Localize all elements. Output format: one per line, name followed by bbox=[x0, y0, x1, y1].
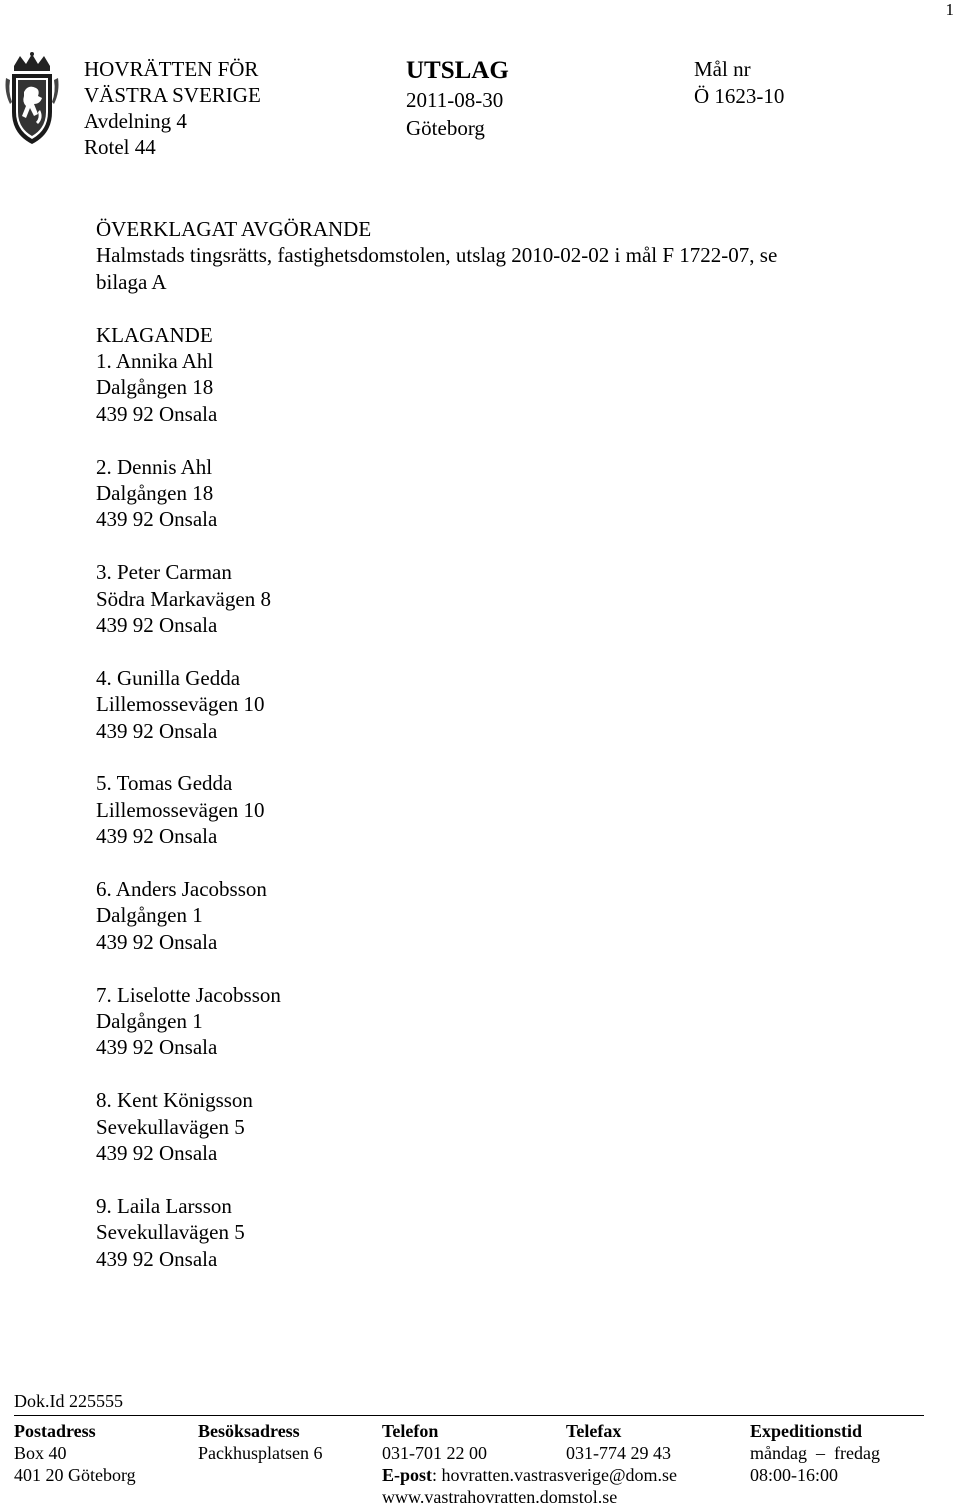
party-postal: 439 92 Onsala bbox=[96, 824, 218, 849]
court-rotel: Rotel 44 bbox=[84, 135, 156, 159]
expeditionstid-label: Expeditionstid bbox=[750, 1421, 863, 1441]
party-name: 8. Kent Königsson bbox=[96, 1088, 253, 1113]
party-spacer bbox=[96, 427, 876, 453]
postadress-label: Postadress bbox=[14, 1421, 96, 1441]
telefon-value: 031-701 22 00 bbox=[382, 1443, 487, 1463]
court-line-1: HOVRÄTTEN FÖR bbox=[84, 57, 259, 81]
party-name: 1. Annika Ahl bbox=[96, 349, 214, 374]
party-street: Södra Markavägen 8 bbox=[96, 586, 271, 611]
party-entry bbox=[96, 665, 876, 744]
email-value[interactable]: : hovratten.vastrasverige@dom.se bbox=[432, 1465, 678, 1485]
case-number-block bbox=[694, 56, 784, 110]
party-spacer bbox=[96, 638, 876, 664]
party-entry bbox=[96, 559, 876, 638]
days-dash: – bbox=[816, 1443, 825, 1463]
party-postal: 439 92 Onsala bbox=[96, 613, 218, 638]
party-postal: 439 92 Onsala bbox=[96, 1246, 218, 1271]
party-name: 7. Liselotte Jacobsson bbox=[96, 982, 281, 1007]
party-spacer bbox=[96, 1167, 876, 1193]
party-entry bbox=[96, 1087, 876, 1166]
postadress-line-2: 401 20 Göteborg bbox=[14, 1465, 136, 1485]
party-name: 9. Laila Larsson bbox=[96, 1193, 232, 1218]
besoksadress-line-1: Packhusplatsen 6 bbox=[198, 1443, 323, 1463]
party-postal: 439 92 Onsala bbox=[96, 718, 218, 743]
party-street: Dalgången 18 bbox=[96, 481, 214, 506]
party-name: 5. Tomas Gedda bbox=[96, 771, 233, 796]
appellants-heading: KLAGANDE bbox=[96, 322, 213, 347]
party-spacer bbox=[96, 533, 876, 559]
coat-of-arms-icon bbox=[4, 52, 60, 148]
party-postal: 439 92 Onsala bbox=[96, 1141, 218, 1166]
party-spacer bbox=[96, 1061, 876, 1087]
document-type: UTSLAG bbox=[406, 57, 509, 84]
telefon-label: Telefon bbox=[382, 1421, 439, 1441]
appealed-decision-line-1: Halmstads tingsrätts, fastighetsdomstolen, utslag 2010-02-02 i mål F 1722-07, se bbox=[96, 243, 778, 268]
court-name-block bbox=[84, 56, 261, 160]
party-name: 4. Gunilla Gedda bbox=[96, 665, 241, 690]
party-street: Sevekullavägen 5 bbox=[96, 1114, 245, 1139]
party-spacer bbox=[96, 850, 876, 876]
court-line-2: VÄSTRA SVERIGE bbox=[84, 83, 261, 107]
party-name: 3. Peter Carman bbox=[96, 560, 232, 585]
document-body bbox=[96, 216, 876, 1272]
party-name: 2. Dennis Ahl bbox=[96, 454, 213, 479]
postadress-line-1: Box 40 bbox=[14, 1443, 67, 1463]
expeditionstid-hours: 08:00-16:00 bbox=[750, 1465, 838, 1485]
party-entry bbox=[96, 348, 876, 427]
party-street: Dalgången 1 bbox=[96, 903, 203, 928]
party-name: 6. Anders Jacobsson bbox=[96, 877, 267, 902]
party-street: Sevekullavägen 5 bbox=[96, 1220, 245, 1245]
appealed-decision-line-2: bilaga A bbox=[96, 269, 167, 294]
email-line bbox=[382, 1464, 677, 1486]
party-entry bbox=[96, 1193, 876, 1272]
case-number: Ö 1623-10 bbox=[694, 84, 785, 108]
appellants-list bbox=[96, 348, 876, 1272]
party-postal: 439 92 Onsala bbox=[96, 1035, 218, 1060]
party-postal: 439 92 Onsala bbox=[96, 401, 218, 426]
telefax-label: Telefax bbox=[566, 1421, 622, 1441]
document-date: 2011-08-30 bbox=[406, 88, 504, 112]
appealed-decision-heading: ÖVERKLAGAT AVGÖRANDE bbox=[96, 217, 372, 241]
days-from: måndag bbox=[750, 1443, 807, 1463]
party-street: Dalgången 1 bbox=[96, 1009, 203, 1034]
party-entry bbox=[96, 876, 876, 955]
party-postal: 439 92 Onsala bbox=[96, 929, 218, 954]
court-division: Avdelning 4 bbox=[84, 109, 187, 133]
document-city: Göteborg bbox=[406, 116, 485, 140]
document-id: Dok.Id 225555 bbox=[14, 1391, 123, 1411]
telefax-value: 031-774 29 43 bbox=[566, 1443, 671, 1463]
party-street: Dalgången 18 bbox=[96, 375, 214, 400]
party-street: Lillemossevägen 10 bbox=[96, 797, 265, 822]
party-entry bbox=[96, 982, 876, 1061]
party-spacer bbox=[96, 955, 876, 981]
party-entry bbox=[96, 454, 876, 533]
document-header bbox=[406, 56, 509, 142]
days-to: fredag bbox=[834, 1443, 880, 1463]
party-entry bbox=[96, 770, 876, 849]
page-number: 1 bbox=[945, 0, 954, 19]
expeditionstid-days bbox=[750, 1442, 880, 1464]
footer-divider bbox=[14, 1415, 924, 1416]
email-label: E-post bbox=[382, 1465, 433, 1485]
party-spacer bbox=[96, 744, 876, 770]
besoksadress-label: Besöksadress bbox=[198, 1421, 300, 1441]
party-street: Lillemossevägen 10 bbox=[96, 692, 265, 717]
party-postal: 439 92 Onsala bbox=[96, 507, 218, 532]
case-label: Mål nr bbox=[694, 57, 751, 81]
website-link[interactable]: www.vastrahovratten.domstol.se bbox=[382, 1487, 618, 1507]
